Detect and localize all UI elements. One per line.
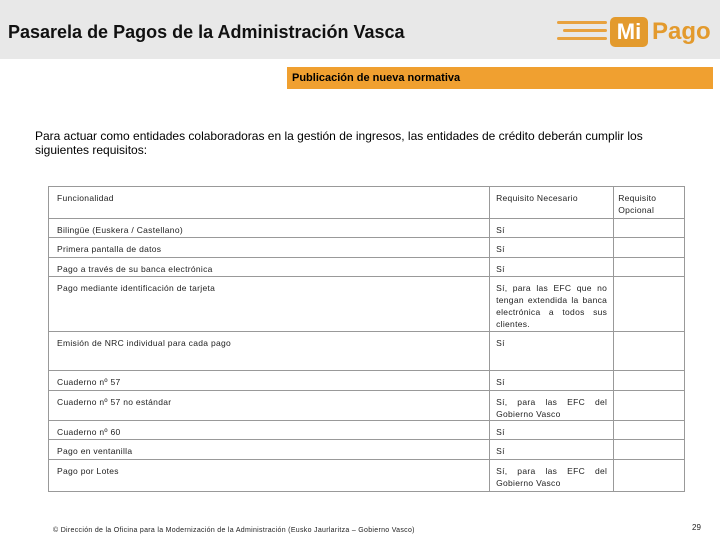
logo-mi: Mi bbox=[610, 17, 648, 47]
table-row bbox=[49, 371, 685, 391]
table-header-row bbox=[49, 187, 685, 219]
cell-funcionalidad: Pago en ventanilla bbox=[49, 440, 490, 460]
table-row bbox=[49, 332, 685, 371]
cell-funcionalidad: Cuaderno nº 57 bbox=[49, 371, 490, 391]
cell-funcionalidad: Pago a través de su banca electrónica bbox=[49, 258, 490, 277]
cell-opcional bbox=[614, 371, 685, 391]
page-title: Pasarela de Pagos de la Administración Vasca bbox=[8, 22, 405, 42]
table-row bbox=[49, 219, 685, 238]
cell-necesario: Sí bbox=[490, 371, 614, 391]
table-row bbox=[49, 258, 685, 277]
section-banner: Publicación de nueva normativa bbox=[287, 67, 713, 89]
requirements-table bbox=[48, 186, 685, 492]
cell-funcionalidad: Emisión de NRC individual para cada pago bbox=[49, 332, 490, 371]
cell-necesario: Sí, para las EFC del Gobierno Vasco bbox=[490, 460, 614, 492]
cell-opcional bbox=[614, 440, 685, 460]
cell-opcional bbox=[614, 460, 685, 492]
cell-necesario: Sí bbox=[490, 258, 614, 277]
table-row bbox=[49, 277, 685, 332]
cell-necesario: Sí bbox=[490, 238, 614, 258]
cell-necesario: Sí bbox=[490, 332, 614, 371]
mipago-logo bbox=[555, 15, 715, 49]
cell-funcionalidad: Bilingüe (Euskera / Castellano) bbox=[49, 219, 490, 238]
page-number: 29 bbox=[692, 523, 701, 532]
cell-funcionalidad: Cuaderno nº 57 no estándar bbox=[49, 391, 490, 421]
cell-opcional bbox=[614, 421, 685, 440]
logo-pago: Pago bbox=[652, 18, 711, 45]
cell-opcional bbox=[614, 332, 685, 371]
cell-funcionalidad: Primera pantalla de datos bbox=[49, 238, 490, 258]
cell-funcionalidad: Pago mediante identificación de tarjeta bbox=[49, 277, 490, 332]
cell-necesario: Sí bbox=[490, 421, 614, 440]
cell-opcional bbox=[614, 391, 685, 421]
cell-funcionalidad: Cuaderno nº 60 bbox=[49, 421, 490, 440]
cell-opcional bbox=[614, 238, 685, 258]
table-row bbox=[49, 238, 685, 258]
cell-necesario: Sí, para las EFC que no tengan extendida la banca electrónica a todos sus clientes. bbox=[490, 277, 614, 332]
table-row bbox=[49, 391, 685, 421]
table-row bbox=[49, 460, 685, 492]
header-requisito-necesario: Requisito Necesario bbox=[490, 187, 614, 219]
cell-necesario: Sí bbox=[490, 219, 614, 238]
header-funcionalidad: Funcionalidad bbox=[49, 187, 490, 219]
intro-text: Para actuar como entidades colaboradoras en la gestión de ingresos, las entidades de crédito deberán cumplir los siguientes requisitos: bbox=[35, 129, 643, 157]
cell-necesario: Sí, para las EFC del Gobierno Vasco bbox=[490, 391, 614, 421]
footer-copyright: © Dirección de la Oficina para la Modernización de la Administración (Eusko Jaurlaritza – Gobierno Vasco) bbox=[53, 527, 415, 534]
header-bar bbox=[0, 0, 720, 59]
header-requisito-opcional: Requisito Opcional bbox=[614, 187, 685, 219]
cell-opcional bbox=[614, 277, 685, 332]
cell-opcional bbox=[614, 219, 685, 238]
table-row bbox=[49, 421, 685, 440]
logo-speed-lines-icon bbox=[555, 19, 607, 45]
cell-opcional bbox=[614, 258, 685, 277]
table-row bbox=[49, 440, 685, 460]
cell-funcionalidad: Pago por Lotes bbox=[49, 460, 490, 492]
cell-necesario: Sí bbox=[490, 440, 614, 460]
